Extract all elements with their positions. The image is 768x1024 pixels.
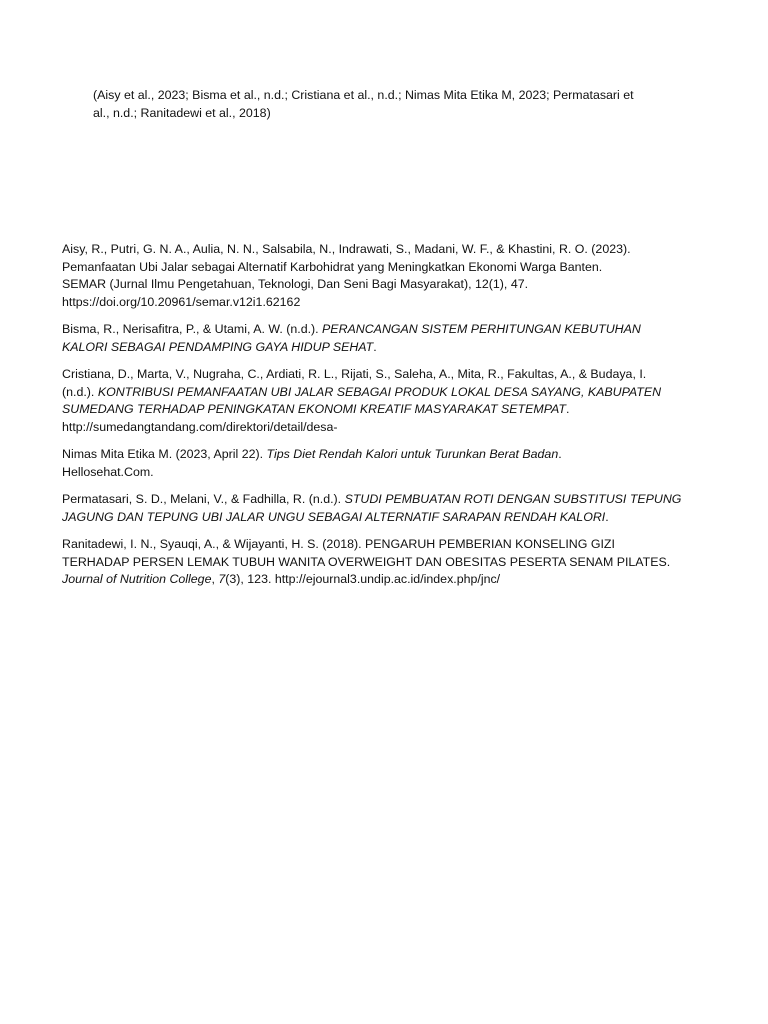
ref-title: KONTRIBUSI PEMANFAATAN UBI JALAR SEBAGAI PRODUK LOKAL DESA SAYANG, KABUPATEN (97, 384, 662, 399)
reference-ranitadewi (62, 536, 682, 589)
ref-journal: Journal of Nutrition College (62, 572, 212, 586)
ref-line (62, 321, 682, 339)
ref-line (62, 384, 682, 402)
ref-punct: . (565, 402, 570, 416)
reference-cristiana (62, 366, 682, 436)
ref-volume: 7 (218, 572, 226, 586)
ref-title: JAGUNG DAN TEPUNG UBI JALAR UNGU SEBAGAI ALTERNATIF SARAPAN RENDAH KALORI (62, 509, 606, 524)
reference-aisy (62, 241, 682, 311)
ref-source: Hellosehat.Com. (62, 464, 154, 479)
ref-line (62, 571, 682, 589)
ref-line (62, 339, 682, 357)
ref-title: SUMEDANG TERHADAP PENINGKATAN EKONOMI KREATIF MASYARAKAT SETEMPAT (62, 402, 566, 416)
reference-permatasari (62, 491, 682, 526)
ref-line: TERHADAP PERSEN LEMAK TUBUH WANITA OVERWEIGHT DAN OBESITAS PESERTA SENAM PILATES. (62, 554, 671, 569)
ref-authors: Bisma, R., Nerisafitra, P., & Utami, A. W. (n.d.). (62, 322, 323, 336)
ref-title: PERANCANGAN SISTEM PERHITUNGAN KEBUTUHAN (322, 322, 641, 336)
ref-title: STUDI PEMBUATAN ROTI DENGAN SUBSTITUSI TEPUNG (344, 492, 682, 506)
ref-line: Ranitadewi, I. N., Syauqi, A., & Wijayanti, H. S. (2018). PENGARUH PEMBERIAN KONSELING GIZI (62, 537, 615, 551)
ref-line (62, 509, 682, 527)
ref-authors: Permatasari, S. D., Melani, V., & Fadhilla, R. (n.d.). (62, 492, 345, 506)
ref-line (62, 446, 682, 464)
ref-rest: (3), 123. http://ejournal3.undip.ac.id/index.php/jnc/ (225, 572, 501, 586)
reference-list (62, 241, 682, 599)
ref-date: (n.d.). (62, 384, 98, 399)
ref-doi-link[interactable]: https://doi.org/10.20961/semar.v12i1.62162 (62, 294, 301, 309)
citation-line-2: al., n.d.; Ranitadewi et al., 2018) (93, 105, 271, 120)
ref-url-link[interactable]: http://sumedangtandang.com/direktori/detail/desa- (62, 419, 338, 434)
ref-title: Tips Diet Rendah Kalori untuk Turunkan Berat Badan (266, 447, 559, 461)
ref-authors: Nimas Mita Etika M. (2023, April 22). (62, 447, 267, 461)
in-text-citation (93, 87, 668, 122)
ref-line: SEMAR (Jurnal Ilmu Pengetahuan, Teknologi, Dan Seni Bagi Masyarakat), 12(1), 47. (62, 277, 529, 291)
ref-punct: . (605, 509, 609, 524)
ref-punct: . (558, 447, 562, 461)
reference-nimas (62, 446, 682, 481)
ref-punct: , (211, 572, 219, 586)
ref-line: Pemanfaatan Ubi Jalar sebagai Alternatif Karbohidrat yang Meningkatkan Ekonomi Warga Banten. (62, 259, 603, 274)
ref-punct: . (373, 339, 377, 354)
reference-bisma (62, 321, 682, 356)
ref-line (62, 491, 682, 509)
ref-line: Aisy, R., Putri, G. N. A., Aulia, N. N., Salsabila, N., Indrawati, S., Madani, W. F., & Khastini, R. O. (2023). (62, 242, 631, 256)
ref-line (62, 401, 682, 419)
ref-line: Cristiana, D., Marta, V., Nugraha, C., Ardiati, R. L., Rijati, S., Saleha, A., Mita, R., Fakultas, A., & Budaya, I. (62, 367, 647, 381)
citation-line-1: (Aisy et al., 2023; Bisma et al., n.d.; Cristiana et al., n.d.; Nimas Mita Etika M, 2023; Permatasari et (93, 88, 634, 102)
ref-title: KALORI SEBAGAI PENDAMPING GAYA HIDUP SEHAT (62, 339, 374, 354)
